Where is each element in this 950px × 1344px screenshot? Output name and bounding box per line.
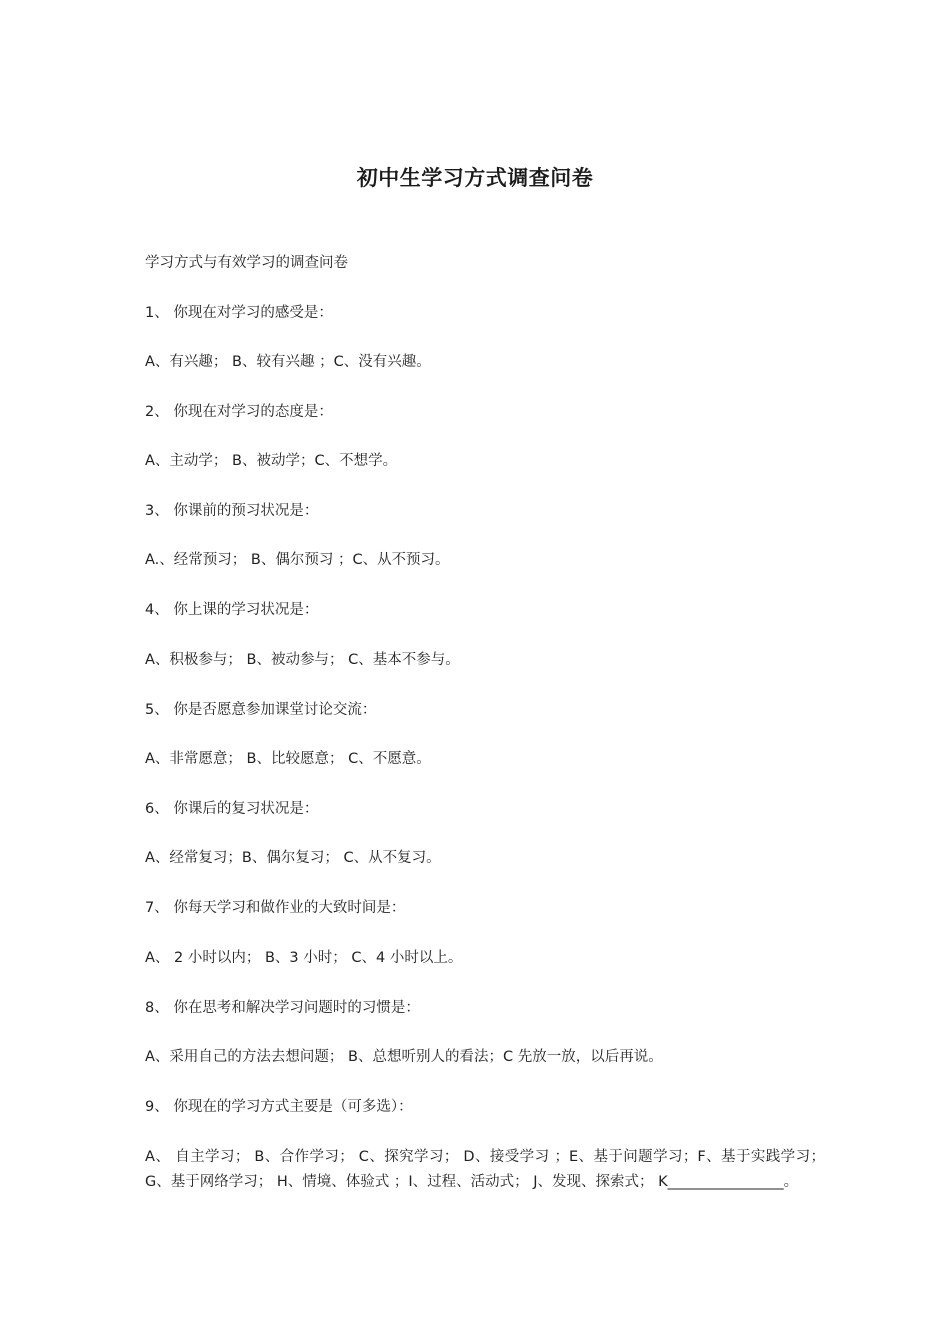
options-6: A、经常复习；B、偶尔复习； C、从不复习。 (145, 850, 441, 866)
options-4: A、积极参与； B、被动参与； C、基本不参与。 (145, 652, 460, 668)
document-title: 初中生学习方式调查问卷 (356, 166, 594, 190)
options-2: A、主动学； B、被动学；C、不想学。 (145, 453, 398, 469)
options-8: A、采用自己的方法去想问题； B、总想听别人的看法；C 先放一放，以后再说。 (145, 1049, 663, 1065)
question-2: 2、 你现在对学习的态度是： (145, 404, 333, 420)
question-4: 4、 你上课的学习状况是： (145, 602, 319, 618)
options-5: A、非常愿意； B、比较愿意； C、不愿意。 (145, 751, 431, 767)
question-3: 3、 你课前的预习状况是： (145, 503, 319, 519)
question-5: 5、 你是否愿意参加课堂讨论交流： (145, 702, 377, 718)
options-3: A.、经常预习； B、偶尔预习 ；C、从不预习。 (145, 552, 450, 568)
question-9: 9、 你现在的学习方式主要是（可多选）： (145, 1099, 413, 1115)
question-8: 8、 你在思考和解决学习问题时的习惯是： (145, 1000, 420, 1016)
document-subtitle: 学习方式与有效学习的调查问卷 (145, 255, 348, 271)
question-6: 6、 你课后的复习状况是： (145, 801, 319, 817)
options-1: A、有兴趣； B、较有兴趣 ；C、没有兴趣。 (145, 354, 431, 370)
question-7: 7、 你每天学习和做作业的大致时间是： (145, 900, 406, 916)
options-9: A、 自主学习； B、合作学习； C、探究学习； D、接受学习 ；E、基于问题学习；F、基于实践学习； G、基于网络学习； H、情境、体验式 ；I、过程、活动式； J、发现、探索式； K________________。 (145, 1149, 825, 1190)
options-7: A、 2 小时以内； B、3 小时； C、4 小时以上。 (145, 950, 463, 966)
question-1: 1、 你现在对学习的感受是： (145, 305, 333, 321)
